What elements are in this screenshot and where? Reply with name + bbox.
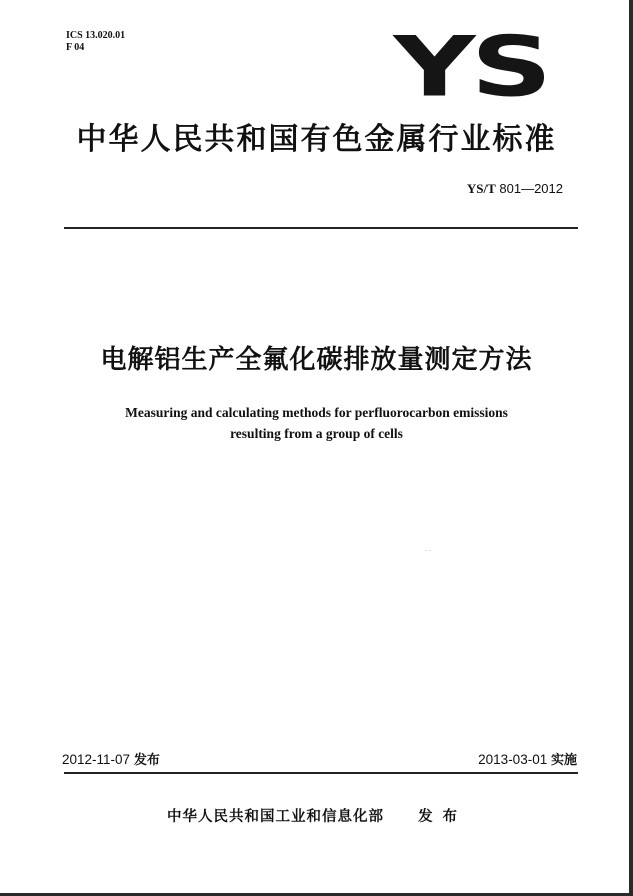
ccs-code: F 04 (66, 42, 85, 53)
issuing-authority (167, 808, 467, 826)
header-divider (64, 227, 578, 229)
issuer-action: 发布 (418, 809, 468, 825)
title-en-line-2: resulting from a group of cells (230, 426, 403, 441)
implementation-date (478, 752, 577, 769)
implementation-date-label: 实施 (550, 753, 577, 768)
document-title-en (0, 402, 633, 444)
classification-codes (66, 30, 125, 54)
standard-code: 801—2012 (499, 181, 563, 196)
footer-divider (64, 772, 578, 774)
ys-logo: YS (393, 19, 548, 116)
issue-date-value: 2012-11-07 (62, 752, 131, 767)
implementation-date-value: 2013-03-01 (478, 752, 548, 767)
standard-number (467, 181, 563, 197)
scan-specks: · · (425, 548, 431, 555)
organization-title: 中华人民共和国有色金属行业标准 (76, 122, 557, 157)
standard-prefix: YS/T (466, 181, 496, 196)
issue-date (62, 752, 160, 769)
title-en-line-1: Measuring and calculating methods for perfluorocarbon emissions (125, 405, 508, 420)
document-title-cn: 电解铝生产全氟化碳排放量测定方法 (100, 345, 533, 375)
issue-date-label: 发布 (133, 753, 160, 768)
ics-code: ICS 13.020.01 (66, 30, 126, 41)
issuer-name: 中华人民共和国工业和信息化部 (167, 809, 384, 825)
